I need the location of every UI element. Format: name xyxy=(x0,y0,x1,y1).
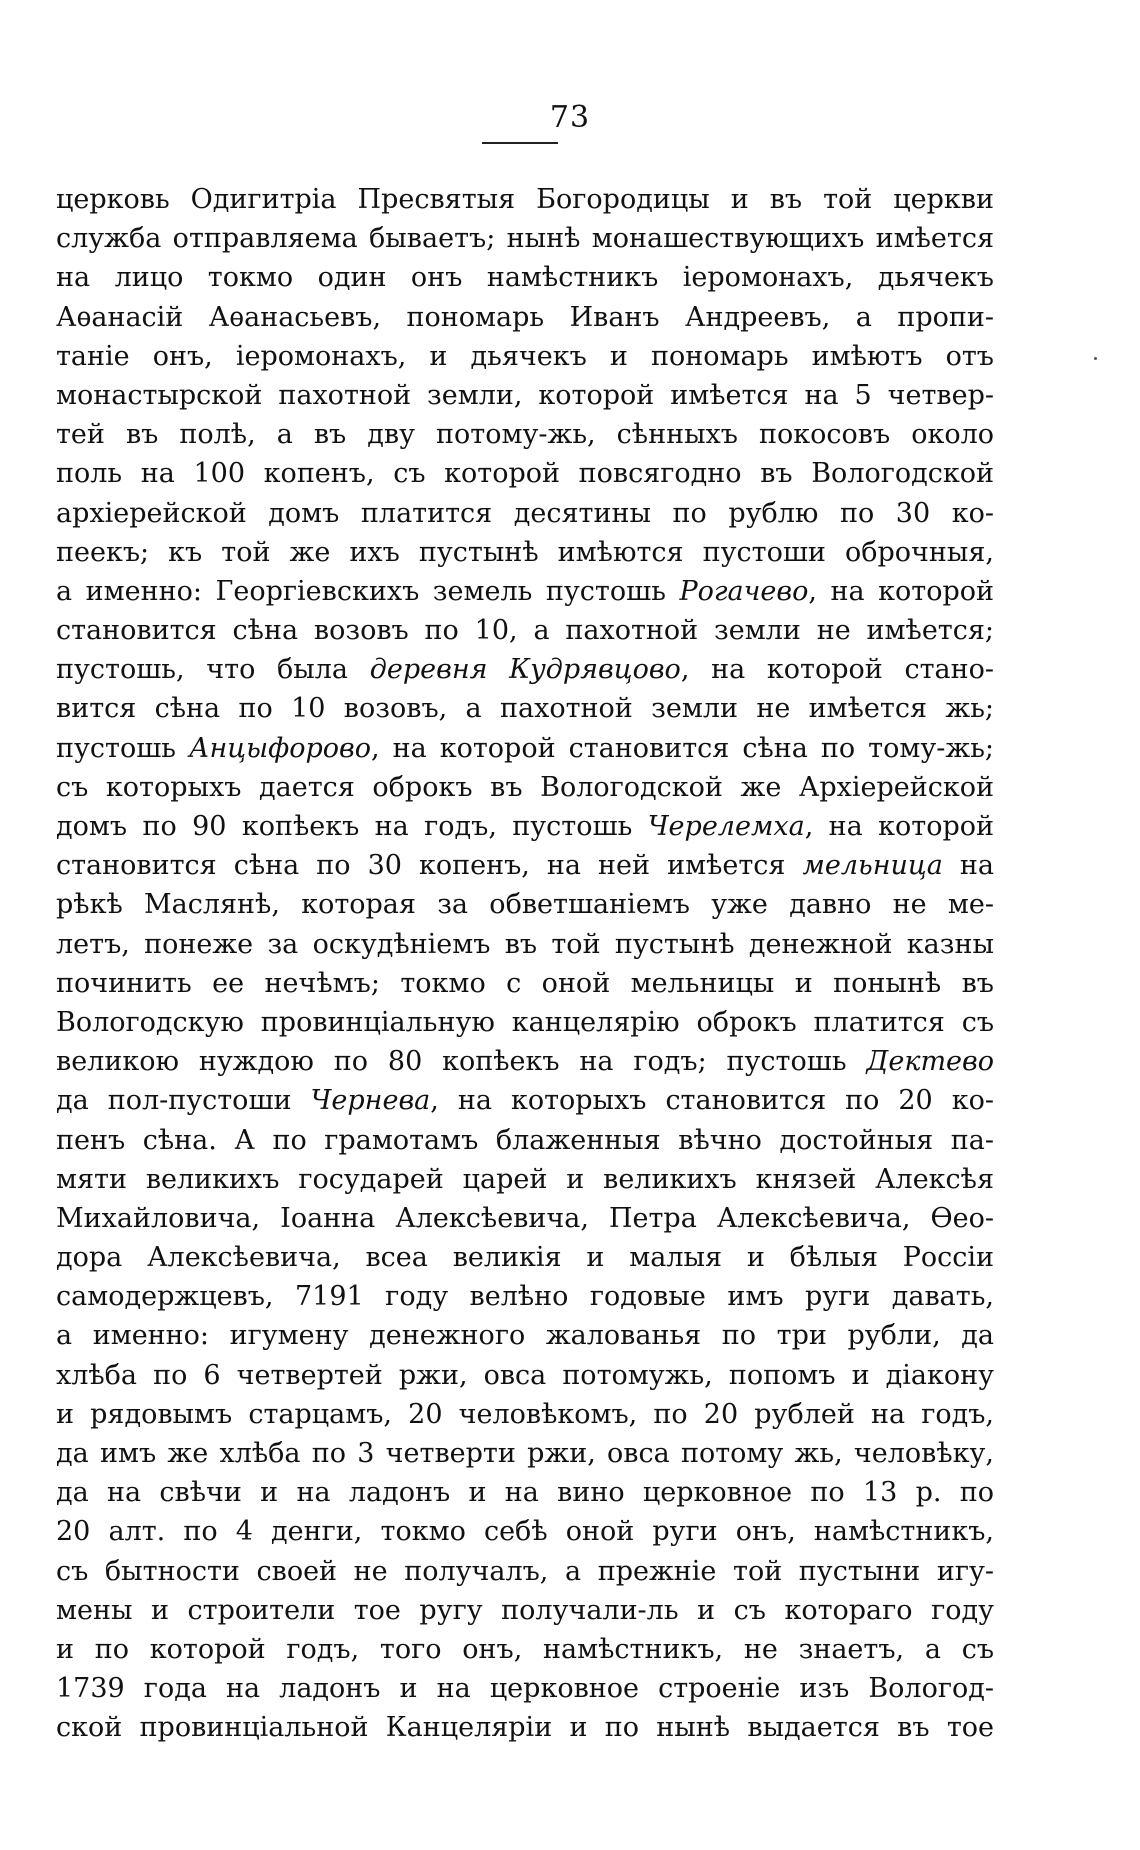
text-line: да имъ же хлѣба по 3 четверти ржи, овса потому жь, человѣку, xyxy=(56,1438,994,1469)
text-line: церковь Одигитріа Пресвятыя Богородицы и въ той церкви xyxy=(56,184,994,215)
text-line: и рядовымъ старцамъ, 20 человѣкомъ, по 20 рублей на годъ, xyxy=(56,1398,994,1430)
text-line: съ бытности своей не получалъ, а прежніе той пустыни игу- xyxy=(56,1555,994,1587)
text-segment: а именно: Георгіевскихъ земель пустошь xyxy=(56,575,680,607)
text-segment: , на которой становится сѣна по тому-жь; xyxy=(371,732,994,764)
text-segment: пустошь, что была xyxy=(56,654,370,686)
text-line: монастырской пахотной земли, которой имѣется на 5 четвер- xyxy=(56,379,994,411)
text-segment: становится сѣна по 30 копенъ, на ней имѣется xyxy=(56,850,803,882)
text-line: да на свѣчи и на ладонъ и на вино церковное по 13 р. по xyxy=(56,1477,994,1509)
text-line: становится сѣна возовъ по 10, а пахотной земли не имѣется; xyxy=(56,615,994,647)
text-line: хлѣба по 6 четвертей ржи, овса потомужь, попомъ и діакону xyxy=(56,1359,994,1391)
text-line: 20 алт. по 4 денги, токмо себѣ оной руги онъ, намѣстникъ, xyxy=(56,1516,994,1548)
text-segment: великою нуждою по 80 копѣекъ на годъ; пустошь xyxy=(56,1046,867,1078)
page-number: 73 xyxy=(549,100,591,135)
text-line: мены и строители тое ругу получали-ль и съ котораго году xyxy=(56,1594,994,1626)
text-line xyxy=(56,650,994,689)
text-line: тей въ полѣ, а въ дву потому-жь, сѣнныхъ покосовъ около xyxy=(56,419,994,451)
italic-place-name: Черелемха xyxy=(647,811,805,842)
body-text xyxy=(56,180,994,1748)
text-line: пенъ сѣна. А по грамотамъ блаженныя вѣчно достойныя па- xyxy=(56,1124,994,1156)
text-line: съ которыхъ дается оброкъ въ Вологодской же Архіерейской xyxy=(56,771,994,803)
text-line: Михайловича, Іоанна Алексѣевича, Петра Алексѣевича, Ѳео- xyxy=(56,1202,994,1234)
text-line: таніе онъ, іеромонахъ, и дьячекъ и пономарь имѣютъ отъ xyxy=(56,340,994,372)
text-line xyxy=(56,1042,994,1081)
italic-place-name: мельница xyxy=(802,850,943,882)
text-line: и по которой годъ, того онъ, намѣстникъ, не знаетъ, а съ xyxy=(56,1633,994,1665)
text-line: самодержцевъ, 7191 году велѣно годовые имъ руги давать, xyxy=(56,1281,994,1313)
text-line: 1739 года на ладонъ и на церковное строеніе изъ Вологод- xyxy=(56,1673,994,1705)
italic-place-name: деревня Кудрявцово xyxy=(369,654,681,686)
text-line: пеекъ; къ той же ихъ пустынѣ имѣются пустоши оброчныя, xyxy=(56,536,994,568)
italic-place-name: Рогачево xyxy=(679,575,809,607)
text-line: а именно: игумену денежного жалованья по три рубли, да xyxy=(56,1320,994,1352)
text-line: починить ее нечѣмъ; токмо с оной мельницы и понынѣ въ xyxy=(56,967,994,999)
text-line: дора Алексѣевича, всеа великія и малыя и бѣлыя Россіи xyxy=(56,1242,994,1274)
text-line: летъ, понеже за оскудѣніемъ въ той пустынѣ денежной казны xyxy=(56,928,994,960)
italic-place-name: Анцыфорово xyxy=(189,732,371,764)
italic-place-name: Чернева xyxy=(310,1085,431,1117)
text-segment: на xyxy=(942,850,994,882)
text-segment: да пол-пустоши xyxy=(56,1085,311,1117)
text-segment: пустошь xyxy=(56,732,190,764)
text-line: служба отправляема бываетъ; нынѣ монашествующихъ имѣется xyxy=(56,223,994,255)
text-line: поль на 100 копенъ, съ которой повсягодно въ Вологодской xyxy=(56,458,994,490)
text-line: ской провинціальной Канцеляріи и по нынѣ выдается въ тое xyxy=(56,1712,994,1744)
text-segment: , на которыхъ становится по 20 ко- xyxy=(430,1085,994,1117)
margin-speck xyxy=(1094,357,1097,360)
text-line: рѣкѣ Маслянѣ, которая за обветшаніемъ уже давно не ме- xyxy=(56,889,994,921)
text-segment: , на которой стано- xyxy=(680,654,994,686)
text-line: на лицо токмо один онъ намѣстникъ іеромонахъ, дьячекъ xyxy=(56,262,994,294)
text-line: вится сѣна по 10 возовъ, а пахотной земли не имѣется жь; xyxy=(56,693,994,725)
text-segment: , на которой xyxy=(804,811,994,842)
text-line: Вологодскую провинціальную канцелярію оброкъ платится съ xyxy=(56,1006,994,1038)
text-line: Аѳанасій Аѳанасьевъ, пономарь Иванъ Андреевъ, а пропи- xyxy=(56,301,994,333)
text-segment: , на которой xyxy=(808,575,994,607)
text-line xyxy=(56,572,994,611)
text-segment: домъ по 90 копѣекъ на годъ, пустошь xyxy=(56,811,648,842)
italic-place-name: Дектево xyxy=(866,1046,994,1078)
text-line: архіерейской домъ платится десятины по рублю по 30 ко- xyxy=(56,497,994,529)
text-line: мяти великихъ государей царей и великихъ князей Алексѣя xyxy=(56,1163,994,1195)
text-line xyxy=(56,846,994,885)
page-number-rule xyxy=(482,142,558,144)
text-line xyxy=(56,729,994,768)
text-line xyxy=(56,1081,994,1120)
text-line xyxy=(56,807,994,846)
